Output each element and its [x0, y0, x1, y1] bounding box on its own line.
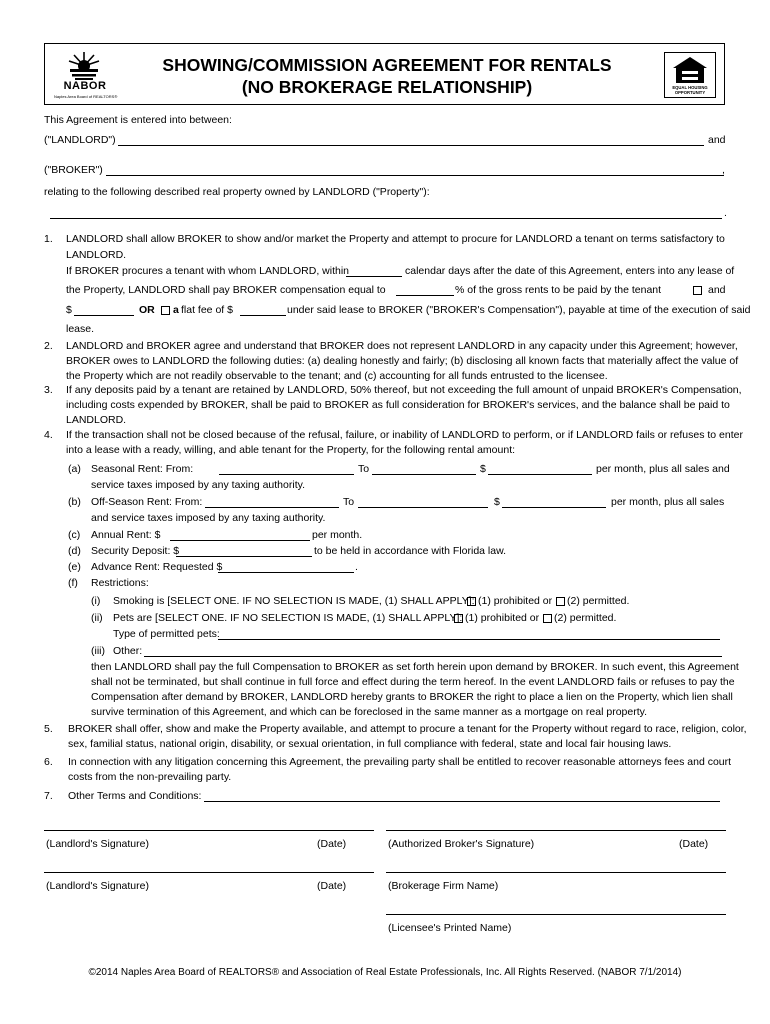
annual-rent-field[interactable] [170, 540, 310, 541]
seasonal-to-label: To [358, 463, 370, 475]
eho-text-line-1: EQUAL HOUSING [672, 85, 708, 90]
seasonal-rent-label: Seasonal Rent: From: [91, 463, 194, 475]
section-1-line-2: LANDLORD. [66, 249, 127, 261]
section-3-number: 3. [44, 384, 53, 396]
broker-signature-line[interactable] [386, 830, 726, 831]
off-season-amount-field[interactable] [502, 507, 606, 508]
nabor-logo [54, 48, 116, 102]
section-2-line-2: BROKER owes to LANDLORD the following duties: (a) dealing honestly and fairly; (b) disclosing all known facts that materially affect the value of [66, 355, 739, 367]
security-deposit-label: Security Deposit: $ [91, 545, 180, 557]
flat-fee-field[interactable] [240, 315, 286, 316]
smoking-permitted-label: (2) permitted. [567, 595, 630, 607]
section-5-number: 5. [44, 723, 53, 735]
flat-fee-checkbox[interactable] [161, 306, 170, 315]
broker-signature-label: (Authorized Broker's Signature) [388, 838, 535, 850]
section-2-line-1: LANDLORD and BROKER agree and understand that BROKER does not represent LANDLORD in any capacity under this Agreement; however, [66, 340, 738, 352]
section-1-line-1: LANDLORD shall allow BROKER to show and/or market the Property and attempt to procure for LANDLORD a tenant on terms satisfactory to [66, 233, 725, 245]
section-1-line-4a: the Property, LANDLORD shall pay BROKER compensation equal to [66, 284, 386, 296]
off-season-to-field[interactable] [358, 507, 488, 508]
seasonal-taxes: service taxes imposed by any taxing authority. [91, 479, 305, 491]
restrictions-label: Restrictions: [91, 577, 149, 589]
landlord-and: and [708, 134, 726, 146]
pets-permitted-label: (2) permitted. [554, 612, 617, 624]
smoking-text: Smoking is [SELECT ONE. IF NO SELECTION IS MADE, (1) SHALL APPLY]: [113, 595, 475, 607]
days-field[interactable] [346, 276, 402, 277]
property-period: . [724, 207, 727, 219]
seasonal-to-field[interactable] [372, 474, 476, 475]
section-6-number: 6. [44, 756, 53, 768]
pets-prohibited-checkbox[interactable] [454, 614, 463, 623]
section-1-line-4c: and [708, 284, 726, 296]
item-a-label: (a) [68, 463, 81, 475]
item-ii-label: (ii) [91, 612, 103, 624]
broker-label: ("BROKER") [44, 164, 103, 176]
date-label-2: (Date) [679, 838, 709, 850]
section-4-line-1: If the transaction shall not be closed because of the refusal, failure, or inability of LANDLORD to perform, or if LANDLORD fails or refuses to enter [66, 429, 743, 441]
section-1-number: 1. [44, 233, 53, 245]
section-4-term-1: then LANDLORD shall pay the full Compensation to BROKER as set forth herein upon demand by BROKER. In such event, this Agreement [91, 661, 739, 673]
landlord-signature-line-1[interactable] [44, 830, 374, 831]
section-4-term-3: Compensation after demand by BROKER, LANDLORD hereby grants to BROKER the right to place a lien on the Property, which lien shall [91, 691, 733, 703]
off-season-dollar: $ [494, 496, 500, 508]
property-description-field[interactable] [50, 218, 722, 219]
other-label: Other: [113, 645, 143, 657]
seasonal-from-field[interactable] [219, 474, 354, 475]
section-6-line-2: costs from the non-prevailing party. [68, 771, 232, 783]
title-line-1: SHOWING/COMMISSION AGREEMENT FOR RENTALS [162, 55, 612, 75]
percent-checkbox[interactable] [693, 286, 702, 295]
landlord-signature-label-1: (Landlord's Signature) [46, 838, 149, 850]
off-season-rent-label: Off-Season Rent: From: [91, 496, 203, 508]
section-1-a: a [173, 304, 179, 316]
security-deposit-field[interactable] [176, 556, 312, 557]
section-3-line-2: including costs expended by BROKER, shall be paid to BROKER as full consideration for BROKER's services, and the balance shall be paid to [66, 399, 730, 411]
advance-rent-period: . [355, 561, 358, 573]
section-4-line-2: into a lease with a ready, willing, and able tenant for the Property, for the following rental amount: [66, 444, 516, 456]
section-2-number: 2. [44, 340, 53, 352]
item-d-label: (d) [68, 545, 81, 557]
section-1-flat-fee: flat fee of $ [181, 304, 233, 316]
house-icon [671, 56, 709, 84]
section-1-line-5e: under said lease to BROKER ("BROKER's Compensation"), payable at time of the execution of said [287, 304, 751, 316]
other-restrictions-field[interactable] [144, 656, 722, 657]
licensee-name-label: (Licensee's Printed Name) [388, 922, 512, 934]
pets-prohibited-label: (1) prohibited or [465, 612, 540, 624]
seasonal-dollar: $ [480, 463, 486, 475]
item-i-label: (i) [91, 595, 101, 607]
pets-permitted-checkbox[interactable] [543, 614, 552, 623]
pets-type-label: Type of permitted pets: [113, 628, 220, 640]
section-3-line-3: LANDLORD. [66, 414, 127, 426]
smoking-prohibited-checkbox[interactable] [467, 597, 476, 606]
dollar-amount-field[interactable] [74, 315, 134, 316]
section-1-line-6: lease. [66, 323, 95, 335]
advance-rent-field[interactable] [218, 572, 354, 573]
advance-rent-label: Advance Rent: Requested $ [91, 561, 223, 573]
intro-text: This Agreement is entered into between: [44, 114, 232, 126]
annual-rent-label: Annual Rent: $ [91, 529, 161, 541]
section-4-term-2: shall not be terminated, but shall continue in full force and effect during the term hereof. In the event LANDLORD fails or refuses to pay the [91, 676, 735, 688]
section-7-line-1: Other Terms and Conditions: [68, 790, 202, 802]
section-4-term-4: survive termination of this Agreement, and which can be foreclosed in the same manner as a mortgage on real property. [91, 706, 648, 718]
section-2-line-3: the Property which are not readily observable to the tenant; and (c) accounting for all funds entrusted to the licensee. [66, 370, 608, 382]
section-1-line-3a: If BROKER procures a tenant with whom LANDLORD, within [66, 265, 350, 277]
licensee-name-line[interactable] [386, 914, 726, 915]
landlord-label: ("LANDLORD") [44, 134, 116, 146]
landlord-signature-line-2[interactable] [44, 872, 374, 873]
date-label-1: (Date) [317, 838, 347, 850]
item-c-label: (c) [68, 529, 81, 541]
eho-text-line-2: OPPORTUNITY [674, 90, 706, 95]
item-f-label: (f) [68, 577, 78, 589]
smoking-prohibited-label: (1) prohibited or [478, 595, 553, 607]
section-7-number: 7. [44, 790, 53, 802]
logo-text: NABOR [63, 80, 107, 92]
section-1-or: OR [139, 304, 155, 316]
section-1-line-4b: % of the gross rents to be paid by the tenant [455, 284, 662, 296]
pets-type-field[interactable] [218, 639, 720, 640]
off-season-per-month: per month, plus all sales [611, 496, 725, 508]
section-4-number: 4. [44, 429, 53, 441]
footer-copyright: ©2014 Naples Area Board of REALTORS® and Association of Real Estate Professionals, Inc. All Rights Reserved. (NABOR 7/1/2014) [88, 967, 682, 978]
logo-subtext: Naples Area Board of REALTORS® [54, 94, 118, 99]
landlord-signature-label-2: (Landlord's Signature) [46, 880, 149, 892]
other-terms-field[interactable] [204, 801, 720, 802]
section-5-line-2: sex, familial status, national origin, disability, or sexual orientation, in full compliance with federal, state and local fair housing laws. [68, 738, 672, 750]
firm-name-line[interactable] [386, 872, 726, 873]
section-1-dollar: $ [66, 304, 72, 316]
seasonal-per-month: per month, plus all sales and [596, 463, 730, 475]
section-5-line-1: BROKER shall offer, show and make the Property available, and attempt to procure a tenant for the Property without regard to race, religion, color, [68, 723, 747, 735]
item-e-label: (e) [68, 561, 81, 573]
item-b-label: (b) [68, 496, 81, 508]
section-3-line-1: If any deposits paid by a tenant are retained by LANDLORD, 50% thereof, but not exceeding the full amount of unpaid BROKER's Compensation, [66, 384, 742, 396]
title-line-2: (NO BROKERAGE RELATIONSHIP) [241, 77, 533, 97]
firm-name-label: (Brokerage Firm Name) [388, 880, 499, 892]
percent-field[interactable] [396, 295, 454, 296]
off-season-taxes: and service taxes imposed by any taxing authority. [91, 512, 326, 524]
pets-text: Pets are [SELECT ONE. IF NO SELECTION IS MADE, (1) SHALL APPLY]: [113, 612, 463, 624]
section-1-line-3b: calendar days after the date of this Agreement, enters into any lease of [405, 265, 735, 277]
date-label-3: (Date) [317, 880, 347, 892]
sun-palm-icon [66, 50, 102, 80]
broker-comma: , [722, 164, 725, 176]
off-season-from-field[interactable] [205, 507, 339, 508]
smoking-permitted-checkbox[interactable] [556, 597, 565, 606]
item-iii-label: (iii) [91, 645, 105, 657]
page-title [120, 54, 654, 98]
off-season-to-label: To [343, 496, 355, 508]
equal-housing-logo [664, 52, 716, 98]
landlord-name-field[interactable] [118, 145, 704, 146]
annual-rent-per-month: per month. [312, 529, 363, 541]
broker-name-field[interactable] [106, 175, 724, 176]
security-deposit-text: to be held in accordance with Florida law. [314, 545, 507, 557]
property-label: relating to the following described real property owned by LANDLORD ("Property"): [44, 186, 430, 198]
seasonal-amount-field[interactable] [488, 474, 592, 475]
section-6-line-1: In connection with any litigation concerning this Agreement, the prevailing party shall be entitled to recover reasonable attorneys fees and court [68, 756, 732, 768]
eho-text [665, 85, 715, 95]
